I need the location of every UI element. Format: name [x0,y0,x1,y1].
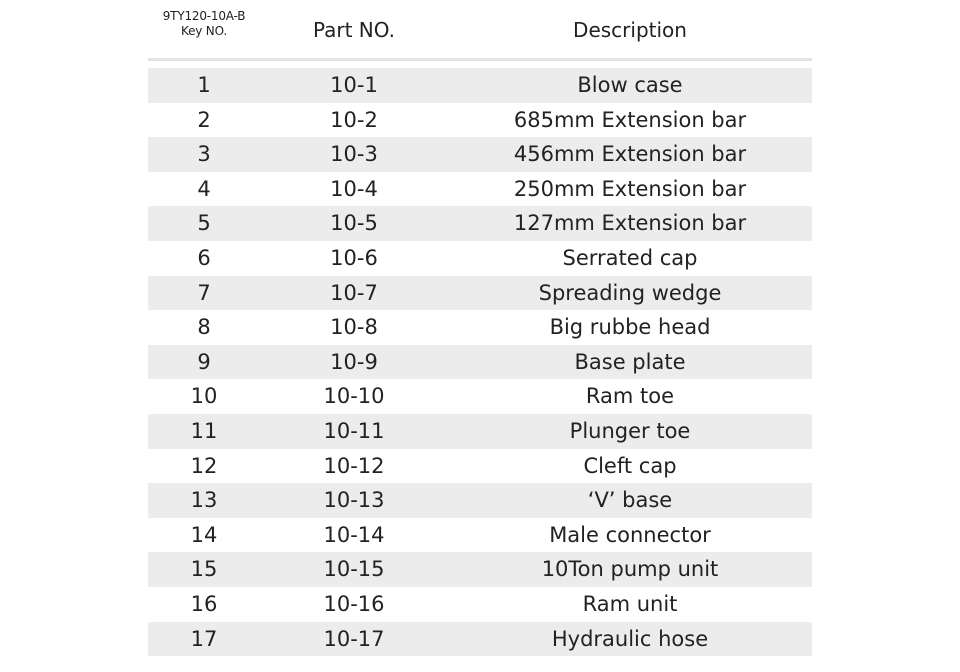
part-cell: 10-4 [330,176,378,201]
table-row [148,587,812,622]
description-cell: Spreading wedge [538,280,722,305]
table-row [148,552,812,587]
description-cell: Big rubbe head [549,315,711,340]
key-cell: 15 [190,557,218,582]
description-cell: Ram unit [582,591,678,616]
table-row [148,241,812,276]
description-cell: Blow case [577,73,683,97]
description-cell: 10Ton pump unit [541,557,719,582]
key-cell: 14 [190,522,218,547]
table-row [148,276,812,311]
table-row [148,172,812,207]
key-cell: 1 [197,73,211,97]
parts-table [148,0,812,651]
description-cell: Base plate [574,349,686,374]
table-row [148,310,812,345]
key-cell: 2 [197,107,211,132]
header-model-number: 9TY120-10A-B [162,9,246,23]
table-row [148,345,812,380]
table-header [148,0,812,62]
part-cell: 10-10 [323,384,385,409]
key-cell: 11 [190,418,218,443]
description-cell: 127mm Extension bar [513,211,747,236]
table-row [148,518,812,553]
description-cell: Cleft cap [583,453,677,478]
key-cell: 5 [197,211,211,236]
description-cell: 685mm Extension bar [513,107,747,132]
table-row [148,483,812,518]
description-cell: 456mm Extension bar [513,142,747,167]
key-cell: 16 [190,591,218,616]
part-cell: 10-14 [323,522,385,547]
key-cell: 4 [197,176,211,201]
key-cell: 17 [190,626,218,651]
header-divider [148,58,812,61]
key-cell: 12 [190,453,218,478]
part-cell: 10-12 [323,453,385,478]
key-cell: 8 [197,315,211,340]
part-cell: 10-17 [323,626,385,651]
part-cell: 10-8 [330,315,378,340]
key-cell: 6 [197,245,211,270]
table-row [148,622,812,657]
header-key-label: Key NO. [181,24,227,38]
part-cell: 10-15 [323,557,385,582]
description-cell: Plunger toe [569,418,691,443]
key-cell: 3 [197,142,211,167]
header-key-no [148,9,260,39]
table-row [148,206,812,241]
key-cell: 7 [197,280,211,305]
table-row [148,137,812,172]
part-cell: 10-16 [323,591,385,616]
description-cell: 250mm Extension bar [513,176,747,201]
key-cell: 13 [190,488,218,513]
table-row [148,103,812,138]
description-cell: Ram toe [585,384,675,409]
table-row [148,414,812,449]
part-cell: 10-11 [323,418,385,443]
part-cell: 10-7 [330,280,378,305]
part-cell: 10-5 [330,211,378,236]
description-cell: ‘V’ base [587,488,673,513]
table-row [148,379,812,414]
part-cell: 10-6 [330,245,378,270]
part-cell: 10-2 [330,107,378,132]
key-cell: 10 [190,384,218,409]
part-cell: 10-9 [330,349,378,374]
table-body [148,68,812,656]
description-cell: Hydraulic hose [551,626,709,651]
part-cell: 10-3 [330,142,378,167]
description-cell: Male connector [549,522,711,547]
table-row [148,68,812,103]
key-cell: 9 [197,349,211,374]
header-description: Description [573,18,687,42]
description-cell: Serrated cap [562,245,698,270]
header-part-no: Part NO. [312,18,396,42]
part-cell: 10-13 [323,488,385,513]
table-row [148,449,812,484]
part-cell: 10-1 [330,73,378,97]
